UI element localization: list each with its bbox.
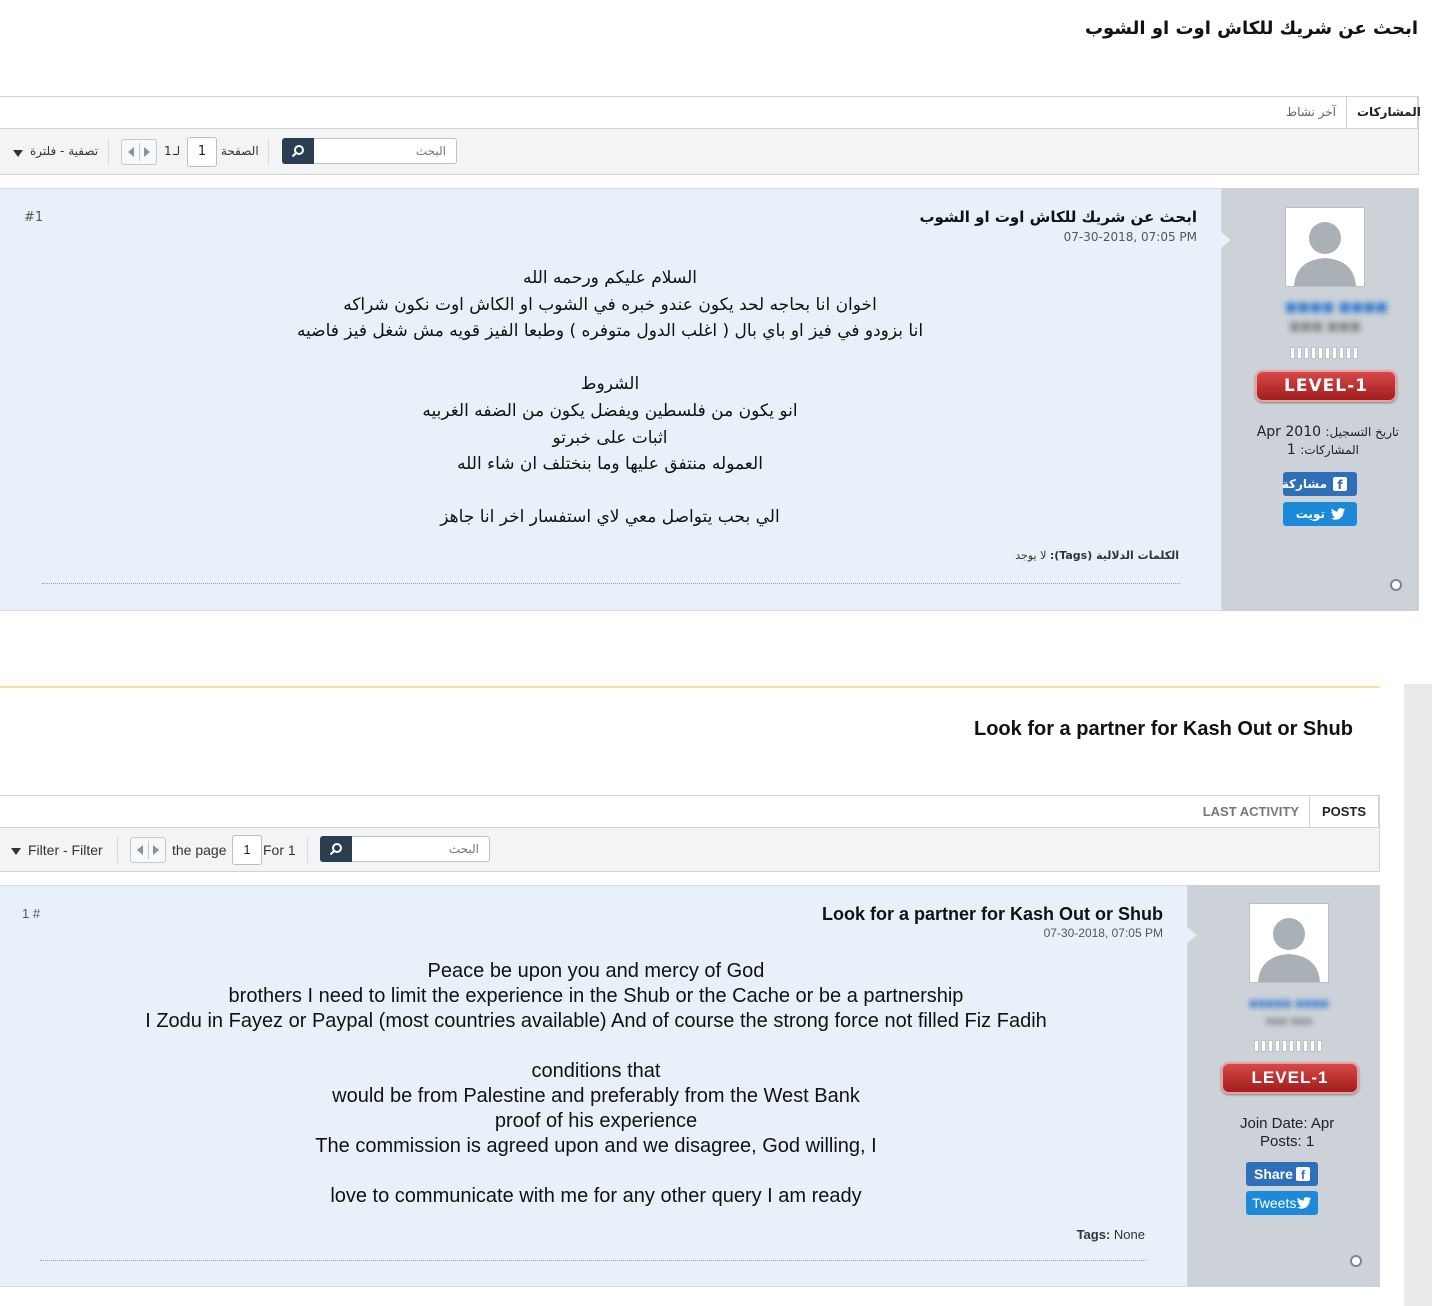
prev-page-icon[interactable]	[128, 147, 134, 157]
page-label-translated: the page	[172, 842, 227, 858]
page-title: ابحث عن شريك للكاش اوت او الشوب	[1084, 18, 1418, 39]
user-silhouette-icon	[1286, 208, 1364, 286]
username[interactable]: ■■■■ ■■■■	[1285, 300, 1388, 315]
tags-value: لا يوجد	[1015, 549, 1047, 562]
tags-label: Tags:	[1076, 1227, 1111, 1242]
body-line: brothers I need to limit the experience in the Shub or the Cache or be a partnership	[228, 985, 964, 1007]
thread-toolbar-translated	[0, 827, 1380, 872]
reputation-bar	[1290, 347, 1358, 359]
twitter-share-button[interactable]	[1246, 1191, 1318, 1215]
body-line: الشروط	[580, 374, 640, 395]
body-line	[96, 1034, 1096, 1059]
pager-arrows[interactable]	[121, 139, 157, 165]
search-button[interactable]	[320, 836, 352, 862]
body-line: انا بزودو في فيز او باي بال ( اغلب الدول متوفره ) وطبعا الفيز قويه مش شغل فيز فاضيه	[296, 321, 924, 342]
post-body-translated	[96, 959, 1096, 1209]
tab-posts-translated[interactable]: POSTS	[1309, 796, 1379, 828]
page-title-translated: Look for a partner for Kash Out or Shub	[974, 718, 1353, 740]
facebook-share-button[interactable]	[1246, 1162, 1318, 1186]
join-label: تاريخ التسجيل:	[1325, 425, 1399, 439]
join-date-translated: Join Date: Apr	[1240, 1115, 1335, 1132]
body-line: conditions that	[531, 1060, 661, 1082]
facebook-share-button[interactable]	[1283, 472, 1357, 496]
divider	[108, 139, 109, 165]
post-number[interactable]: #1	[24, 210, 44, 225]
chevron-down-icon[interactable]	[13, 150, 23, 157]
body-line: اثبات على خبرتو	[552, 427, 668, 448]
online-status-icon	[1390, 579, 1402, 591]
twitter-share-button[interactable]	[1283, 502, 1357, 526]
tweet-label: Tweets	[1252, 1195, 1297, 1211]
page-input[interactable]: 1	[187, 137, 217, 167]
post-content-translated	[0, 885, 1188, 1287]
post-date: 07-30-2018, 07:05 PM	[1063, 230, 1197, 244]
tags-label: الكلمات الدلالية (Tags):	[1049, 549, 1179, 562]
body-line: Peace be upon you and mercy of God	[427, 960, 765, 982]
body-line: السلام عليكم ورحمه الله	[522, 268, 698, 288]
twitter-icon	[1331, 508, 1345, 520]
post-tags-translated	[1077, 1227, 1145, 1242]
join-value: Apr 2010	[1256, 424, 1322, 440]
avatar[interactable]	[1249, 903, 1329, 983]
body-line	[240, 478, 980, 505]
body-line: I Zodu in Fayez or Paypal (most countries available) And of course the strong force not filled Fiz Fadih	[145, 1010, 1047, 1032]
of-label: لـ	[173, 144, 181, 158]
tab-strip	[0, 96, 1419, 130]
chevron-down-icon[interactable]	[11, 848, 21, 855]
user-sidebar	[1222, 188, 1419, 611]
body-line	[96, 1159, 1096, 1184]
tab-strip-translated	[0, 795, 1380, 829]
body-line: انو يكون من فلسطين ويفضل يكون من الضفه الغربيه	[422, 400, 798, 421]
tab-last-activity[interactable]: آخر نشاط	[1286, 105, 1336, 119]
tab-posts[interactable]: المشاركات	[1346, 97, 1418, 129]
user-rank: ■■■ ■■■	[1289, 319, 1361, 333]
twitter-icon	[1297, 1197, 1311, 1209]
search-box-translated[interactable]	[320, 836, 490, 862]
body-line: الي بحب يتواصل معي لاي استفسار اخر انا جاهز	[440, 507, 780, 528]
body-line: اخوان انا بحاجه لحد يكون عندو خبره في الشوب او الكاش اوت نكون شراكه	[343, 294, 877, 315]
share-label: Share	[1254, 1166, 1293, 1182]
post-count	[1287, 442, 1359, 458]
post-count-translated: Posts: 1	[1260, 1133, 1315, 1150]
username[interactable]: ■■■■■ ■■■■	[1249, 995, 1329, 1011]
facebook-icon: f	[1333, 477, 1347, 491]
scrollbar[interactable]	[1404, 684, 1432, 1306]
page-label: الصفحة	[221, 144, 259, 158]
post-title: ابحث عن شريك للكاش اوت او الشوب	[919, 208, 1197, 226]
search-input[interactable]: البحث	[415, 144, 446, 158]
post-divider	[42, 583, 1180, 584]
share-label: مشاركة	[1281, 477, 1327, 491]
sidebar-arrow	[1221, 232, 1231, 248]
post-title-translated: Look for a partner for Kash Out or Shub	[821, 904, 1163, 924]
body-line: العموله منتفق عليها وما بنختلف ان شاء الله	[457, 454, 763, 475]
search-icon	[329, 842, 343, 856]
body-line: proof of his experience	[494, 1110, 698, 1132]
user-sidebar-translated	[1188, 885, 1380, 1287]
posts-label: المشاركات:	[1300, 443, 1359, 457]
divider	[307, 837, 308, 863]
post-date-translated: 07-30-2018, 07:05 PM	[1043, 926, 1163, 940]
next-page-icon[interactable]	[144, 147, 150, 157]
posts-value: 1	[1286, 442, 1296, 458]
filter-dropdown-translated[interactable]: Filter - Filter	[28, 842, 103, 858]
user-silhouette-icon	[1250, 904, 1328, 982]
prev-page-icon[interactable]	[137, 845, 143, 855]
pager-arrows-translated[interactable]	[130, 837, 166, 863]
reputation-bar	[1254, 1040, 1322, 1052]
post-divider	[40, 1260, 1146, 1261]
sidebar-arrow	[1187, 927, 1197, 943]
user-rank: ■■■ ■■■	[1265, 1014, 1313, 1028]
filter-dropdown[interactable]: تصفية - فلترة	[30, 144, 99, 158]
body-line: would be from Palestine and preferably from the West Bank	[332, 1085, 860, 1107]
post-content	[0, 188, 1222, 611]
of-label-translated: For 1	[263, 842, 296, 858]
body-line: love to communicate with me for any other query I am ready	[330, 1185, 862, 1207]
level-badge: LEVEL-1	[1221, 1062, 1359, 1094]
tags-value: None	[1113, 1227, 1145, 1242]
post-number-translated[interactable]: 1 #	[22, 906, 41, 921]
search-box[interactable]	[282, 138, 457, 164]
join-date	[1257, 424, 1399, 440]
post-body	[240, 265, 980, 531]
search-button[interactable]	[282, 138, 314, 164]
thread-toolbar	[0, 128, 1419, 175]
divider	[268, 139, 269, 165]
avatar[interactable]	[1285, 207, 1365, 287]
tweet-label: تويت	[1295, 507, 1325, 521]
page-input-translated[interactable]: 1	[232, 835, 262, 865]
search-input-translated[interactable]: البحث	[448, 842, 479, 856]
body-line: The commission is agreed upon and we disagree, God willing, I	[315, 1135, 877, 1157]
online-status-icon	[1350, 1255, 1362, 1267]
section-divider	[0, 686, 1380, 688]
divider	[117, 837, 118, 863]
search-icon	[291, 144, 305, 158]
total-pages: 1	[164, 144, 172, 158]
body-line	[240, 345, 980, 372]
post-tags	[1015, 549, 1179, 562]
level-badge: LEVEL-1	[1255, 370, 1397, 402]
next-page-icon[interactable]	[153, 845, 159, 855]
facebook-icon: f	[1296, 1167, 1310, 1181]
tab-last-activity-translated[interactable]: LAST ACTIVITY	[1202, 804, 1299, 819]
